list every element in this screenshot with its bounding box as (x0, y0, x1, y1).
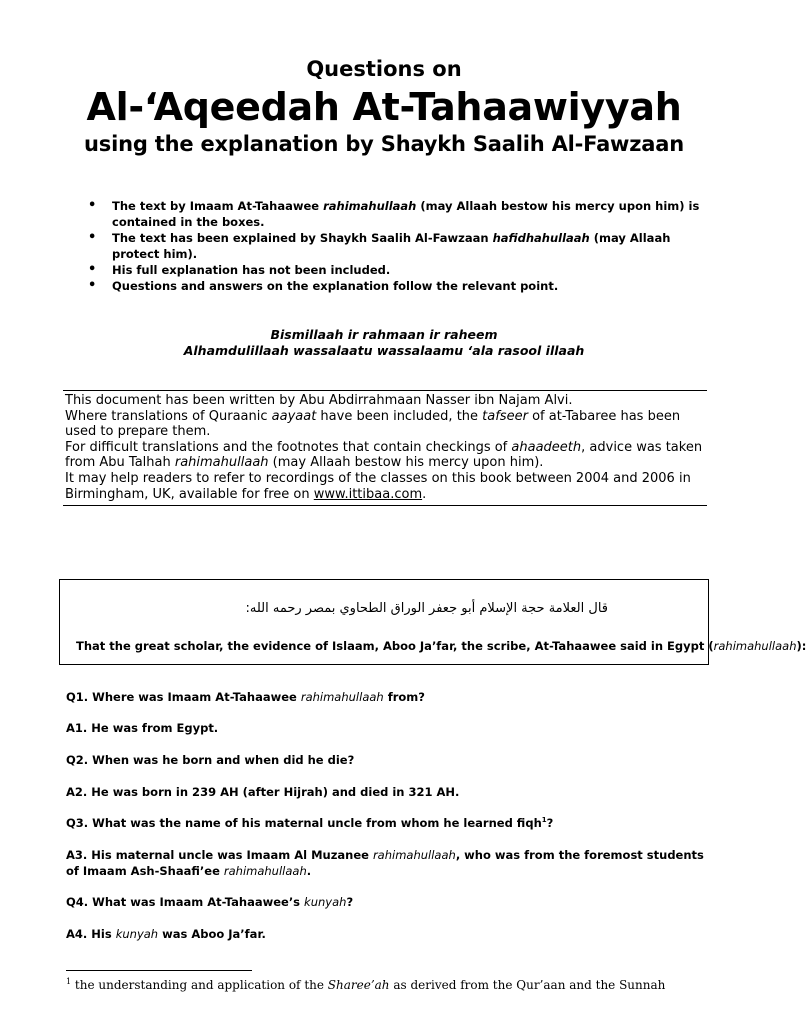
document-title: Al-‘Aqeedah At-Tahaawiyyah (86, 85, 682, 129)
document-subtitle: using the explanation by Shaykh Saalih Al-Fawzaan (84, 132, 684, 156)
answer-3: A3. His maternal uncle was Imaam Al Muzanee rahimahullaah, who was from the foremost students of Imaam Ash-Shaafi’ee rahimahullaah. (66, 848, 704, 878)
bullet-item: • The text has been explained by Shaykh Saalih Al-Fawzaan hafidhahullaah (may Allaah protect him). (88, 230, 708, 262)
note-line: Where translations of Quraanic aayaat have been included, the tafseer of at-Tabaree has been used to prepare them. (65, 408, 681, 440)
note-line: It may help readers to refer to recordings of the classes on this book between 2004 and 2006 in Birmingham, UK, available for free on www.ittibaa.com. (65, 470, 691, 502)
note-line: This document has been written by Abu Abdirrahmaan Nasser ibn Najam Alvi. (65, 393, 573, 408)
bullet-item: • His full explanation has not been included. (88, 262, 708, 278)
text-box (59, 579, 806, 665)
question-1: Q1. Where was Imaam At-Tahaawee rahimahullaah from? (66, 690, 425, 704)
note-line: For difficult translations and the footnotes that contain checkings of ahaadeeth, advice was taken from Abu Talhah rahimahullaah (may Allaah bestow his mercy upon him). (65, 439, 703, 471)
box-translation: That the great scholar, the evidence of Islaam, Aboo Ja’far, the scribe, At-Tahaawee said in Egypt (rahimahullaah): (76, 639, 806, 653)
title-block (0, 54, 768, 158)
title-line-questions-on: Questions on (306, 57, 462, 81)
footnote-separator (66, 970, 252, 971)
question-2: Q2. When was he born and when did he die? (66, 753, 355, 767)
question-4: Q4. What was Imaam At-Tahaawee’s kunyah? (66, 895, 354, 909)
answer-1: A1. He was from Egypt. (66, 721, 219, 735)
bullet-item: • Questions and answers on the explanation follow the relevant point. (88, 278, 708, 294)
arabic-text: قال العلامة حجة الإسلام أبو جعفر الوراق الطحاوي بمصر رحمه الله: (245, 601, 608, 616)
answer-2: A2. He was born in 239 AH (after Hijrah) and died in 321 AH. (66, 785, 460, 799)
ittibaa-link[interactable]: www.ittibaa.com (313, 486, 423, 502)
author-note (63, 390, 707, 506)
bullet-item: • The text by Imaam At-Tahaawee rahimahullaah (may Allaah bestow his mercy upon him) is contained in the boxes. (88, 198, 708, 230)
footnote: $^1$ the understanding and application of the Sharee’ah as derived from the Qur’aan and the Sunnah (66, 977, 666, 992)
footnote-ref[interactable]: 1 (541, 816, 547, 825)
answer-4: A4. His kunyah was Aboo Ja’far. (66, 927, 266, 941)
question-3: Q3. What was the name of his maternal uncle from whom he learned fiqh$^1$? (66, 816, 554, 830)
intro-bullet-list (88, 198, 708, 294)
hamd-line: Alhamdulillaah wassalaatu wassalaamu ‘ala rasool illaah (183, 343, 585, 358)
bismillah-block (0, 327, 768, 359)
bismillah-line: Bismillaah ir rahmaan ir raheem (270, 327, 498, 342)
